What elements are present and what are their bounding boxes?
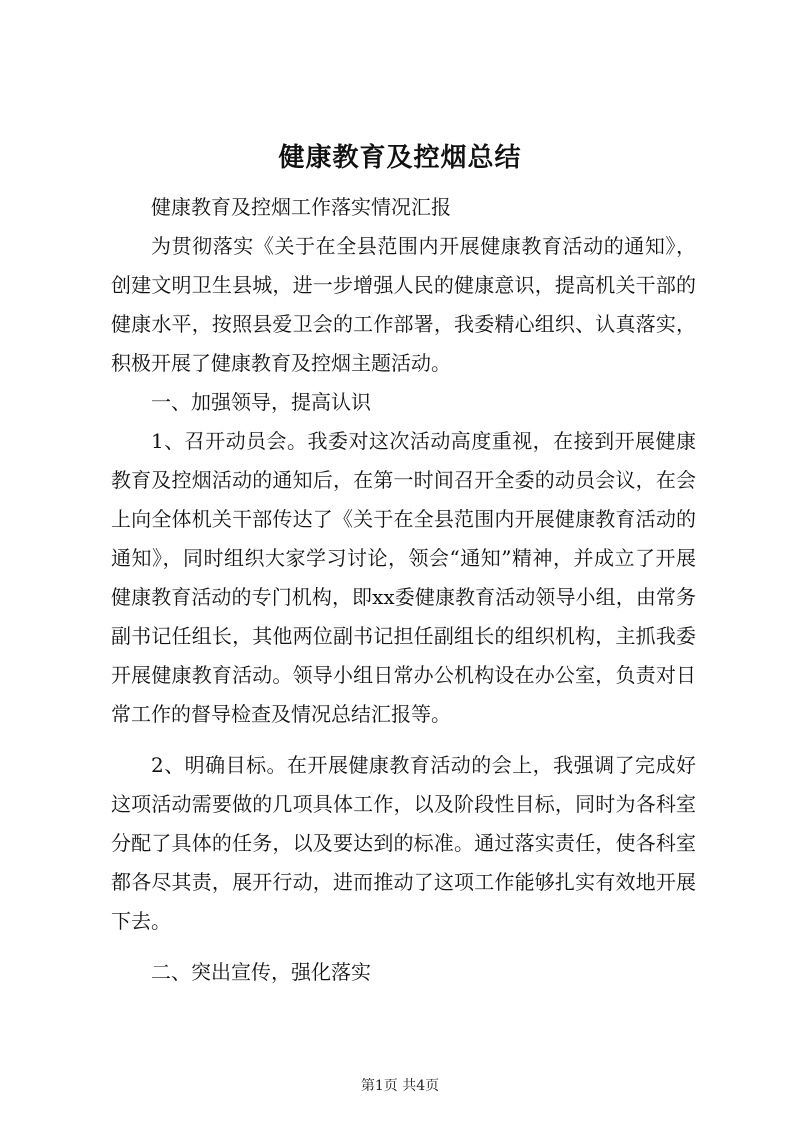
- intro-paragraph: 为贯彻落实《关于在全县范围内开展健康教育活动的通知》，创建文明卫生县城，进一步增强人民的健康意识，提高机关干部的健康水平，按照县爱卫会的工作部署，我委精心组织、认真落实，积极开展了健康教育及控烟主题活动。: [111, 234, 696, 375]
- body-paragraph-2: 2、明确目标。在开展健康教育活动的会上，我强调了完成好这项活动需要做的几项具体工作，以及阶段性目标，同时为各科室分配了具体的任务，以及要达到的标准。通过落实责任，使各科室都各尽其责，展开行动，进而推动了这项工作能够扎实有效地开展下去。: [111, 753, 696, 933]
- section-heading-1: 一、加强领导，提高认识: [151, 390, 371, 414]
- document-body: [111, 188, 696, 992]
- document-title: 健康教育及控烟总结: [278, 143, 522, 173]
- section-heading-2: 二、突出宣传，强化落实: [151, 960, 371, 984]
- body-paragraph-1: 1、召开动员会。我委对这次活动高度重视，在接到开展健康教育及控烟活动的通知后，在第一时间召开全委的动员会议，在会上向全体机关干部传达了《关于在全县范围内开展健康教育活动的通知》，同时组织大家学习讨论，领会“通知”精神，并成立了开展健康教育活动的专门机构，即xx委健康教育活动领导小组，由常务副书记任组长，其他两位副书记担任副组长的组织机构，主抓我委开展健康教育活动。领导小组日常办公机构设在办公室，负责对日常工作的督导检查及情况总结汇报等。: [111, 429, 696, 726]
- page-footer: 第1页 共4页: [360, 1078, 440, 1094]
- subtitle-paragraph: 健康教育及控烟工作落实情况汇报: [151, 195, 451, 219]
